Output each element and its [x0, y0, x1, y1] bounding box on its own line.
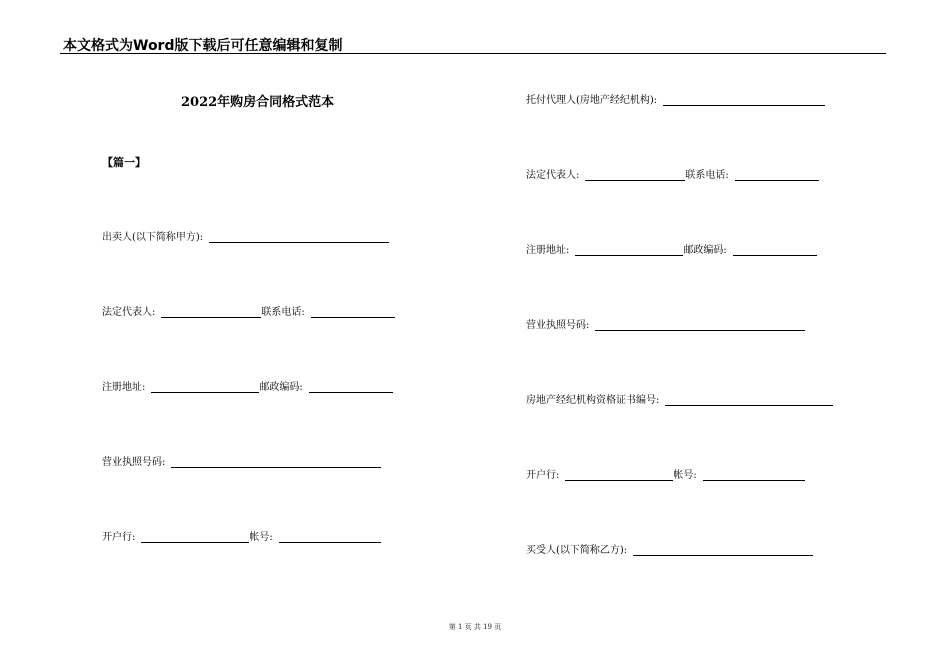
document-header: 本文格式为Word版下载后可任意编辑和复制 [63, 38, 343, 54]
agent-bank-label: 开户行: [526, 470, 560, 481]
cert-no-label: 房地产经纪机构资格证书编号: [526, 395, 660, 406]
agent-license-no-field [526, 317, 805, 331]
license-no-label: 营业执照号码: [102, 457, 166, 468]
agent-postcode-label: 邮政编码: [683, 245, 727, 256]
agent-reg-address-field [526, 242, 817, 256]
license-no-blank [171, 456, 381, 468]
phone-blank [311, 306, 395, 318]
agent-phone-blank [735, 169, 819, 181]
agent-reg-address-label: 注册地址: [526, 245, 570, 256]
phone-label: 联系电话: [261, 307, 305, 318]
legal-rep-label: 法定代表人: [102, 307, 156, 318]
postcode-blank [309, 381, 393, 393]
agent-reg-address-blank [575, 244, 683, 256]
reg-address-label: 注册地址: [102, 382, 146, 393]
cert-no-field [526, 392, 833, 406]
bank-label: 开户行: [102, 532, 136, 543]
agent-license-no-label: 营业执照号码: [526, 320, 590, 331]
agent-blank [663, 94, 825, 106]
reg-address-blank [151, 381, 259, 393]
section-label: 【篇一】 [102, 156, 146, 169]
agent-bank-field [526, 467, 805, 481]
postcode-label: 邮政编码: [259, 382, 303, 393]
agent-license-no-blank [595, 319, 805, 331]
agent-phone-label: 联系电话: [685, 170, 729, 181]
account-blank [279, 531, 381, 543]
header-divider [60, 53, 886, 54]
bank-field [102, 529, 381, 543]
buyer-blank [633, 544, 813, 556]
agent-legal-rep-field [526, 167, 819, 181]
agent-legal-rep-label: 法定代表人: [526, 170, 580, 181]
seller-field [102, 229, 389, 243]
agent-field [526, 92, 825, 106]
agent-account-blank [703, 469, 805, 481]
agent-label: 托付代理人(房地产经纪机构): [526, 95, 658, 106]
legal-rep-blank [161, 306, 261, 318]
legal-rep-field [102, 304, 395, 318]
bank-blank [141, 531, 249, 543]
agent-bank-blank [565, 469, 673, 481]
buyer-label: 买受人(以下简称乙方): [526, 545, 628, 556]
agent-postcode-blank [733, 244, 817, 256]
document-title: 2022年购房合同格式范本 [181, 95, 335, 110]
cert-no-blank [665, 394, 833, 406]
buyer-field [526, 542, 813, 556]
agent-account-label: 帐号: [673, 470, 697, 481]
account-label: 帐号: [249, 532, 273, 543]
seller-label: 出卖人(以下简称甲方): [102, 232, 204, 243]
seller-blank [209, 231, 389, 243]
page-number: 第 1 页 共 19 页 [448, 623, 502, 631]
reg-address-field [102, 379, 393, 393]
agent-legal-rep-blank [585, 169, 685, 181]
license-no-field [102, 454, 381, 468]
